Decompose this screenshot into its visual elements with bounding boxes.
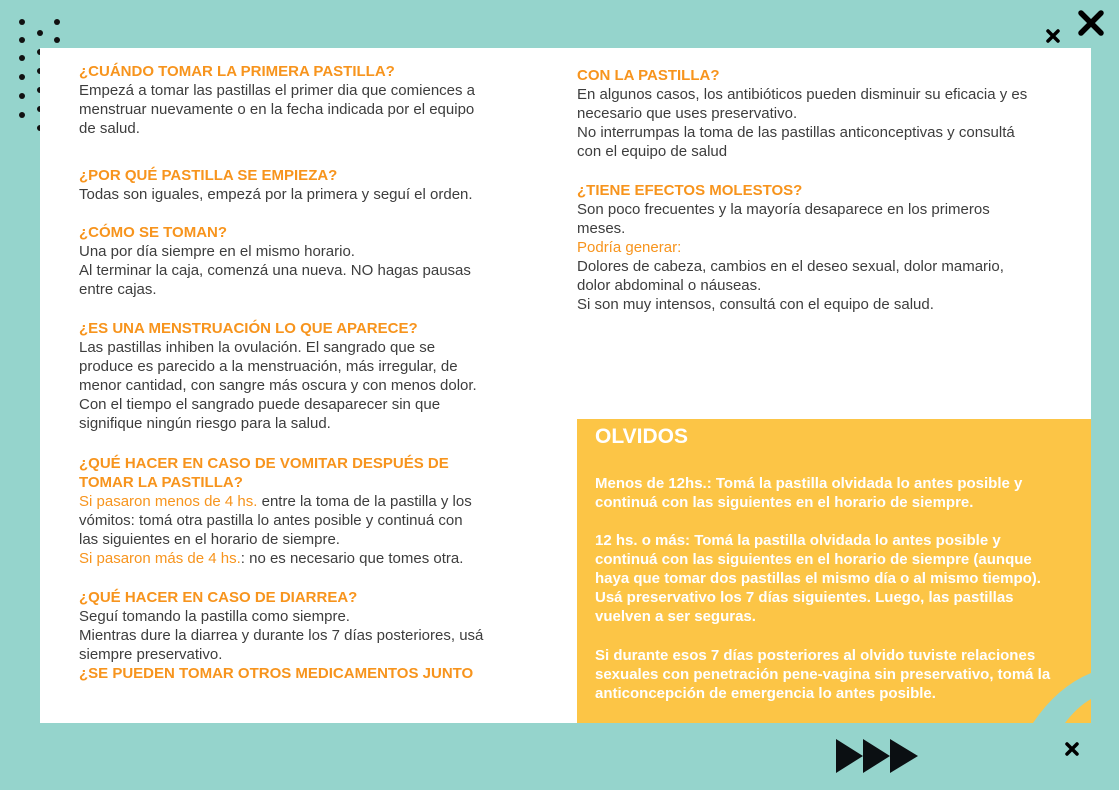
highlighted-text: Si pasaron menos de 4 hs. [79,493,258,510]
text-line: siempre preservativo. [79,646,223,663]
text-line: signifique ningún riesgo para la salud. [79,415,331,432]
olvidos-box [577,419,1091,723]
text-line [595,474,1022,493]
olvidos-title: OLVIDOS [595,425,688,448]
text-section [79,166,473,204]
text-line: Al terminar la caja, comenzá una nueva. NO hagas pausas [79,262,471,279]
section-heading: ¿CUÁNDO TOMAR LA PRIMERA PASTILLA? [79,63,395,80]
text-line [79,549,472,568]
text-line: de salud. [79,120,140,137]
text-line: vuelven a ser seguras. [595,608,756,625]
text-line: continuá con las siguientes en el horario de siempre. [595,494,974,511]
text-line: Mientras dure la diarrea y durante los 7 días posteriores, usá [79,627,484,644]
text-line: vómitos: tomá otra pastilla lo antes posible y continuá con [79,512,463,529]
section-heading: ¿TIENE EFECTOS MOLESTOS? [577,182,803,199]
text-line: sexuales con penetración pene-vagina sin preservativo, tomá la [595,666,1051,683]
text-line: Todas son iguales, empezá por la primera y seguí el orden. [79,186,473,203]
section-heading: ¿SE PUEDEN TOMAR OTROS MEDICAMENTOS JUNTO [79,665,474,682]
dot [19,19,25,25]
body-text: Tomá la pastilla olvidada lo antes posible y [711,475,1023,492]
body-text: : no es necesario que tomes otra. [240,550,464,567]
text-line: No interrumpas la toma de las pastillas anticonceptivas y consultá [577,124,1015,141]
section-heading: ¿CÓMO SE TOMAN? [79,224,228,241]
dot [19,74,25,80]
text-section [577,181,1004,314]
dot [37,30,43,36]
close-icon[interactable] [1045,28,1061,44]
text-section [79,223,471,299]
close-icon-large[interactable] [1077,9,1105,37]
text-line: Con el tiempo el sangrado puede desaparecer sin que [79,396,441,413]
text-line: Usá preservativo los 7 días siguientes. Luego, las pastillas [595,589,1014,606]
section-heading: ¿ES UNA MENSTRUACIÓN LO QUE APARECE? [79,320,418,337]
highlighted-text: Si pasaron más de 4 hs. [79,550,241,567]
text-line: continuá con las siguientes en el horario de siempre (aunque [595,551,1032,568]
text-line: Si son muy intensos, consultá con el equipo de salud. [577,296,934,313]
text-line: las siguientes en el horario de siempre. [79,531,340,548]
text-section [577,66,1027,161]
dot [19,93,25,99]
text-section [595,531,1041,626]
section-heading: ¿QUÉ HACER EN CASO DE VOMITAR DESPUÉS DE [79,455,449,472]
text-line: entre cajas. [79,281,157,298]
dot [54,19,60,25]
section-heading: TOMAR LA PASTILLA? [79,474,243,491]
text-line [595,531,1041,550]
text-line: con el equipo de salud [577,143,728,160]
text-section [595,474,1022,512]
text-line: Dolores de cabeza, cambios en el deseo sexual, dolor mamario, [577,258,1004,275]
text-line: meses. [577,220,626,237]
text-section [79,454,472,568]
text-line [79,492,472,511]
section-heading: CON LA PASTILLA? [577,67,720,84]
text-line: anticoncepción de emergencia lo antes posible. [595,685,936,702]
highlighted-text: Podría generar: [577,239,682,256]
text-section [595,646,1050,703]
text-section [79,588,483,683]
section-heading: ¿QUÉ HACER EN CASO DE DIARREA? [79,589,358,606]
fast-forward-icon[interactable] [835,738,919,774]
text-line: Empezá a tomar las pastillas el primer dia que comiences a [79,82,476,99]
text-line: haya que tomar dos pastillas el mismo día o al mismo tiempo). [595,570,1041,587]
text-line: dolor abdominal o náuseas. [577,277,762,294]
text-line: Seguí tomando la pastilla como siempre. [79,608,350,625]
bold-label: 12 hs. o más: [595,532,691,549]
text-line: Si durante esos 7 días posteriores al olvido tuviste relaciones [595,647,1036,664]
dot [19,112,25,118]
text-line [577,238,1004,257]
text-section [79,62,475,138]
text-line: menstruar nuevamente o en la fecha indicada por el equipo [79,101,475,118]
dot [54,37,60,43]
dot [19,55,25,61]
text-line: En algunos casos, los antibióticos pueden disminuir su eficacia y es [577,86,1028,103]
text-line: produce es parecido a la menstruación, más irregular, de [79,358,458,375]
dot [19,37,25,43]
section-heading: ¿POR QUÉ PASTILLA SE EMPIEZA? [79,167,338,184]
text-line: Las pastillas inhiben la ovulación. El sangrado que se [79,339,436,356]
body-text: Tomá la pastilla olvidada lo antes posible y [690,532,1001,549]
text-line: Son poco frecuentes y la mayoría desaparece en los primeros [577,201,990,218]
bold-label: Menos de 12hs.: [595,475,712,492]
body-text: entre la toma de la pastilla y los [257,493,472,510]
text-line: necesario que uses preservativo. [577,105,798,122]
close-icon-bottom[interactable] [1064,741,1080,757]
text-section [79,319,477,433]
text-line: Una por día siempre en el mismo horario. [79,243,355,260]
text-line: menor cantidad, con sangre más oscura y con menos dolor. [79,377,477,394]
